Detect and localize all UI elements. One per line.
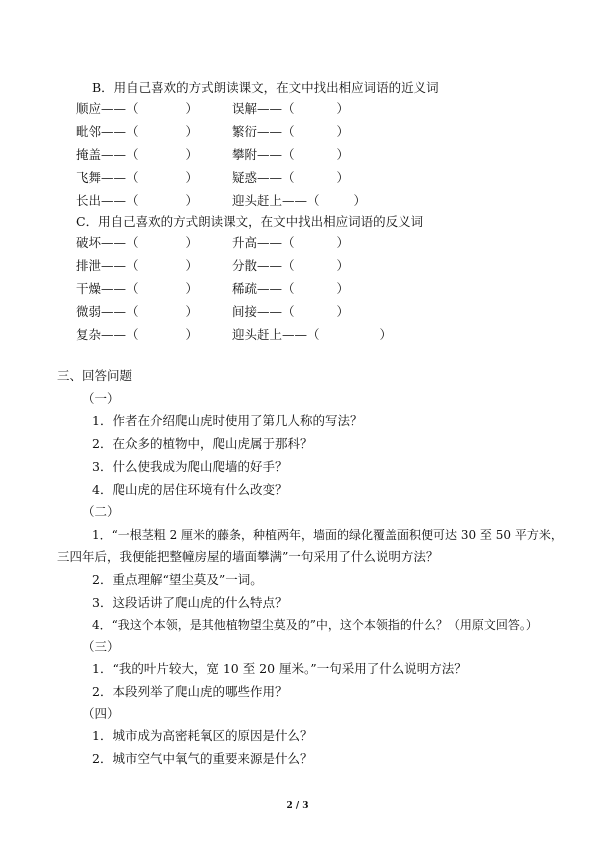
- antonym-item: 复杂——（ ）: [76, 327, 199, 342]
- question-item: 2．在众多的植物中，爬山虎属于那科？: [92, 436, 313, 451]
- antonym-item: 分散——（ ）: [232, 258, 350, 273]
- question-item: 1．“我的叶片较大，宽 10 至 20 厘米。”一句采用了什么说明方法？: [92, 661, 467, 676]
- antonym-item: 升高——（ ）: [232, 235, 350, 250]
- question-item: 2．本段列举了爬山虎的哪些作用？: [92, 684, 288, 699]
- synonym-item: 长出——（ ）: [76, 193, 199, 208]
- page-number: 2 / 3: [286, 801, 309, 811]
- part-label: （四）: [82, 706, 120, 721]
- part-label: （一）: [82, 391, 120, 406]
- part-label: （三）: [82, 639, 120, 654]
- part-label: （二）: [82, 504, 120, 519]
- question-item: 1．作者在介绍爬山虎时使用了第几人称的写法？: [92, 413, 363, 428]
- antonym-item: 干燥——（ ）: [76, 281, 199, 296]
- antonym-item: 微弱——（ ）: [76, 304, 199, 319]
- antonym-item: 间接——（ ）: [232, 304, 350, 319]
- synonym-item: 迎头赶上——（ ）: [232, 193, 367, 208]
- section-b-heading: B．用自己喜欢的方式朗读课文，在文中找出相应词语的近义词: [92, 80, 439, 95]
- synonym-item: 掩盖——（ ）: [76, 147, 199, 162]
- question-item: 2．城市空气中氧气的重要来源是什么？: [92, 751, 313, 766]
- antonym-item: 稀疏——（ ）: [232, 281, 350, 296]
- antonym-item: 破坏——（ ）: [76, 235, 199, 250]
- question-item: 4．爬山虎的居住环境有什么改变？: [92, 482, 288, 497]
- synonym-item: 误解——（ ）: [232, 101, 350, 116]
- section-three-heading: 三、回答问题: [57, 368, 133, 383]
- synonym-item: 顺应——（ ）: [76, 101, 199, 116]
- synonym-item: 攀附——（ ）: [232, 147, 350, 162]
- section-c-heading: C．用自己喜欢的方式朗读课文，在文中找出相应词语的反义词: [76, 214, 424, 229]
- synonym-item: 繁衍——（ ）: [232, 124, 350, 139]
- synonym-item: 毗邻——（ ）: [76, 124, 199, 139]
- antonym-item: 迎头赶上——（ ）: [232, 327, 393, 342]
- question-item: 3．什么使我成为爬山爬墙的好手？: [92, 459, 288, 474]
- question-item: 1．“一根茎粗 2 厘米的藤条，种植两年，墙面的绿化覆盖面积便可达 30 至 50 平方米，: [92, 528, 563, 542]
- question-item: 4．“我这个本领，是其他植物望尘莫及的”中，这个本领指的什么？（用原文回答。）: [92, 618, 538, 632]
- question-item: 1．城市成为高密耗氧区的原因是什么？: [92, 728, 313, 743]
- antonym-item: 排泄——（ ）: [76, 258, 199, 273]
- question-item-continuation: 三四年后，我便能把整幢房屋的墙面攀满”一句采用了什么说明方法？: [57, 549, 439, 564]
- question-item: 3．这段话讲了爬山虎的什么特点？: [92, 595, 288, 610]
- synonym-item: 疑惑——（ ）: [232, 170, 350, 185]
- synonym-item: 飞舞——（ ）: [76, 170, 199, 185]
- question-item: 2．重点理解“望尘莫及”一词。: [92, 572, 263, 587]
